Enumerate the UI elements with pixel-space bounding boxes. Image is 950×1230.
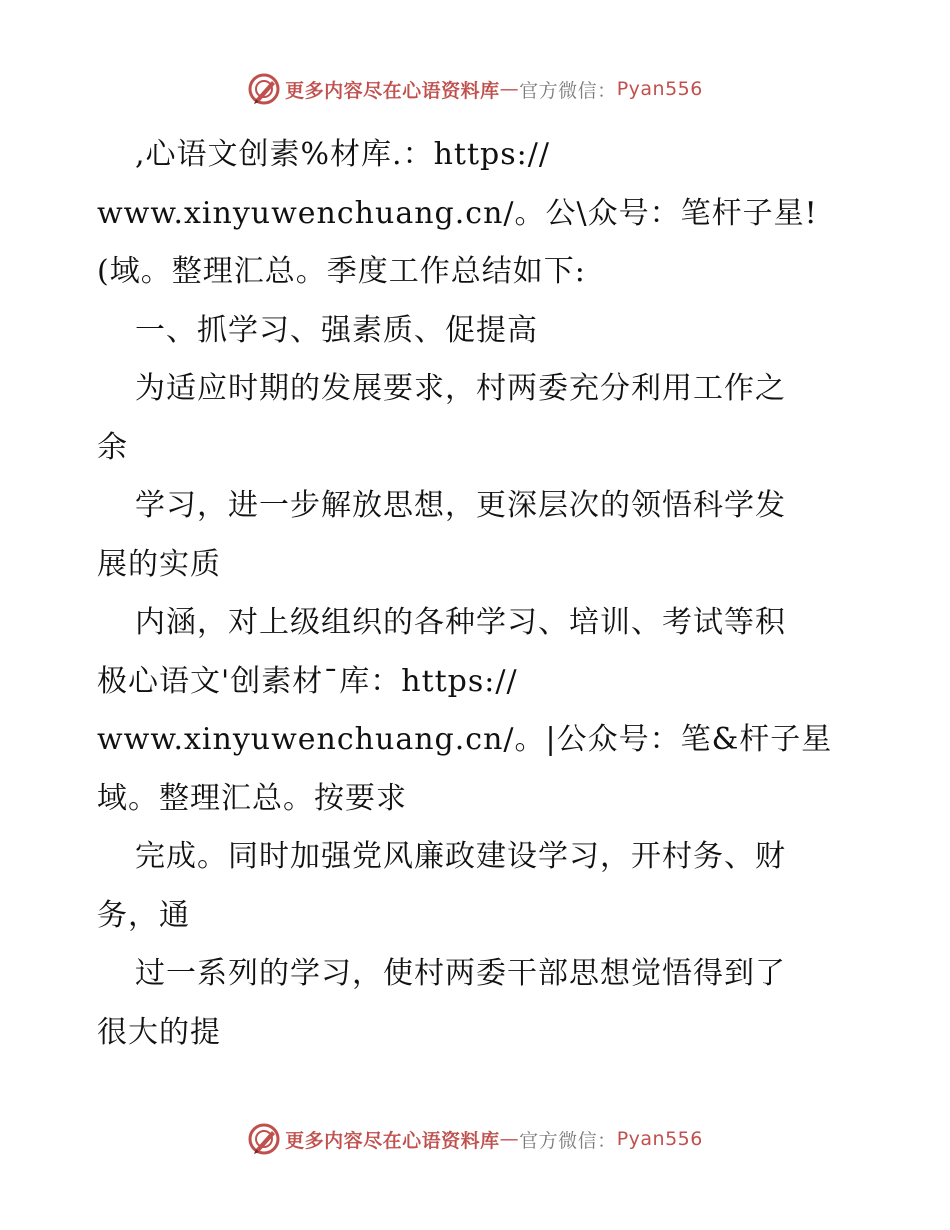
- text-line: 很大的提: [97, 1014, 221, 1050]
- document-body: [97, 126, 857, 1062]
- text-line: 完成。同时加强党风廉政建设学习，开村务、财: [135, 839, 786, 874]
- banner-main-text: 更多内容尽在心语资料库: [285, 79, 500, 102]
- text-line: ,心语文创素%材库.：https://: [135, 137, 550, 172]
- section-heading: 一、抓学习、强素质、促提高: [135, 312, 538, 348]
- banner-wechat-id: Pyan556: [616, 78, 703, 100]
- text-line: (域。整理汇总。季度工作总结如下:: [97, 254, 586, 289]
- text-line: www.xinyuwenchuang.cn/。公\众号：笔杆子星!: [97, 195, 818, 231]
- pen-logo-icon: [247, 1122, 281, 1156]
- footer-watermark-banner: [0, 1122, 950, 1156]
- banner-dash: —: [499, 78, 520, 100]
- header-watermark-banner: [0, 72, 950, 106]
- banner-official-label: 官方微信：: [519, 1129, 617, 1152]
- text-line: 务，通: [97, 897, 190, 933]
- text-line: 余: [97, 429, 128, 465]
- text-line: 域。整理汇总。按要求: [97, 780, 407, 816]
- banner-official-label: 官方微信：: [519, 79, 617, 102]
- text-line: 为适应时期的发展要求，村两委充分利用工作之: [135, 371, 786, 406]
- banner-wechat-id: Pyan556: [616, 1128, 703, 1150]
- text-line: 过一系列的学习，使村两委干部思想觉悟得到了: [135, 956, 786, 991]
- text-line: 内涵，对上级组织的各种学习、培训、考试等积: [135, 605, 786, 640]
- text-line: 极心语文'创素材¯库：https://: [97, 663, 518, 699]
- banner-dash: —: [499, 1128, 520, 1150]
- text-line: 学习，进一步解放思想，更深层次的领悟科学发: [135, 488, 786, 523]
- text-line: 展的实质: [97, 546, 221, 582]
- pen-logo-icon: [247, 72, 281, 106]
- text-line: www.xinyuwenchuang.cn/。|公众号：笔&杆子星: [97, 722, 833, 757]
- banner-main-text: 更多内容尽在心语资料库: [285, 1129, 500, 1152]
